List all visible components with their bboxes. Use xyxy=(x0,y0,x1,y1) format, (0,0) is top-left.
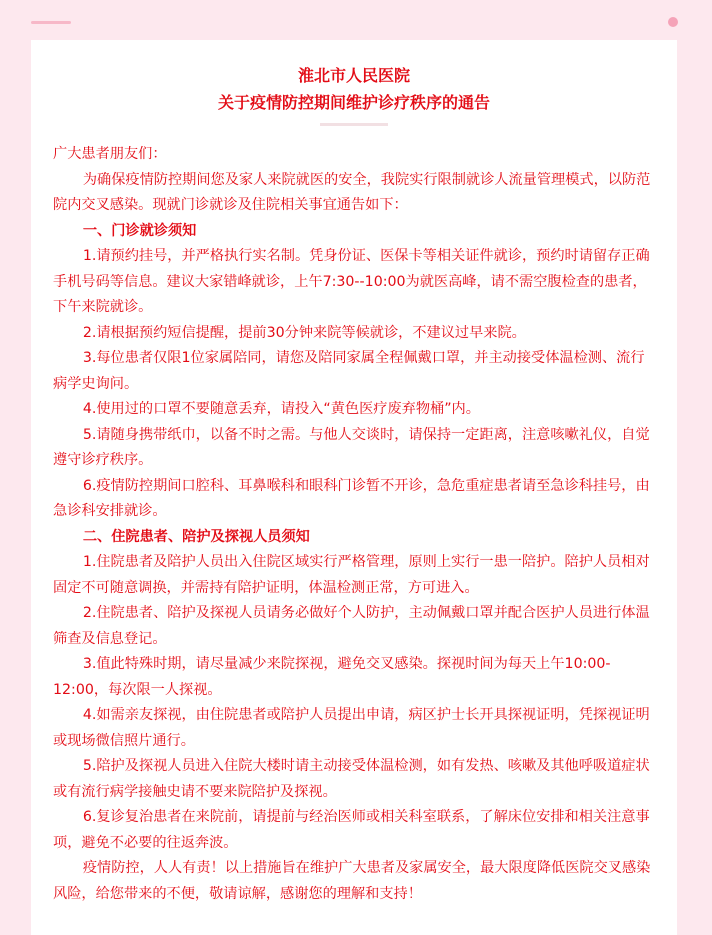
hospital-name: 淮北市人民医院 xyxy=(297,66,410,85)
outpatient-item: 2.请根据预约短信提醒，提前30分钟来院等候就诊，不建议过早来院。 xyxy=(82,324,526,341)
greeting: 广大患者朋友们： xyxy=(53,146,167,162)
outpatient-item: 3.每位患者仅限1位家属陪同，请您及陪同家属全程佩戴口罩，并主动接受体温检测、流行病学史询问。 xyxy=(53,350,645,392)
inpatient-item: 2.住院患者、陪护及探视人员请务必做好个人防护，主动佩戴口罩并配合医护人员进行体温筛查及信息登记。 xyxy=(53,605,650,647)
outpatient-item: 1.请预约挂号，并严格执行实名制。凭身份证、医保卡等相关证件就诊，预约时请留存正确手机号码等信息。建议大家错峰就诊，上午7:30--10:00为就医高峰，请不需空腹检查的患者，下午来院就诊。 xyxy=(53,248,650,315)
notice-title: 关于疫情防控期间维护诊疗秩序的通告 xyxy=(217,93,490,112)
closing-paragraph: 疫情防控，人人有责！以上措施旨在维护广大患者及家属安全，最大限度降低医院交叉感染风险，给您带来的不便，敬请谅解，感谢您的理解和支持！ xyxy=(53,860,651,902)
notice-card xyxy=(31,40,677,935)
inpatient-item: 4.如需亲友探视，由住院患者或陪护人员提出申请，病区护士长开具探视证明，凭探视证明或现场微信照片通行。 xyxy=(53,707,650,749)
section-heading-inpatient: 二、住院患者、陪护及探视人员须知 xyxy=(82,528,310,545)
inpatient-item: 5.陪护及探视人员进入住院大楼时请主动接受体温检测，如有发热、咳嗽及其他呼吸道症状或有流行病学接触史请不要来院陪护及探视。 xyxy=(53,758,650,800)
notice-body xyxy=(53,142,655,907)
inpatient-item: 1.住院患者及陪护人员出入住院区域实行严格管理，原则上实行一患一陪护。陪护人员相对固定不可随意调换，并需持有陪护证明，体温检测正常，方可进入。 xyxy=(53,554,650,596)
outpatient-item: 5.请随身携带纸巾，以备不时之需。与他人交谈时，请保持一定距离，注意咳嗽礼仪，自觉遵守诊疗秩序。 xyxy=(53,426,650,468)
outpatient-item: 4.使用过的口罩不要随意丢弃，请投入“黄色医疗废弃物桶”内。 xyxy=(82,401,480,417)
inpatient-item: 3.值此特殊时期，请尽量减少来院探视，避免交叉感染。探视时间为每天上午10:00-12:00，每次限一人探视。 xyxy=(53,656,611,698)
decorative-line xyxy=(31,21,71,24)
outpatient-item: 6.疫情防控期间口腔科、耳鼻喉科和眼科门诊暂不开诊，急危重症患者请至急诊科挂号，由急诊科安排就诊。 xyxy=(53,477,650,519)
inpatient-item: 6.复诊复治患者在来院前，请提前与经治医师或相关科室联系，了解床位安排和相关注意事项，避免不必要的往返奔波。 xyxy=(53,809,650,851)
intro-paragraph: 为确保疫情防控期间您及家人来院就医的安全，我院实行限制就诊人流量管理模式，以防范院内交叉感染。现就门诊就诊及住院相关事宜通告如下： xyxy=(53,171,651,213)
title-divider xyxy=(320,123,388,126)
decorative-dot xyxy=(668,17,678,27)
section-heading-outpatient: 一、门诊就诊须知 xyxy=(82,222,197,239)
